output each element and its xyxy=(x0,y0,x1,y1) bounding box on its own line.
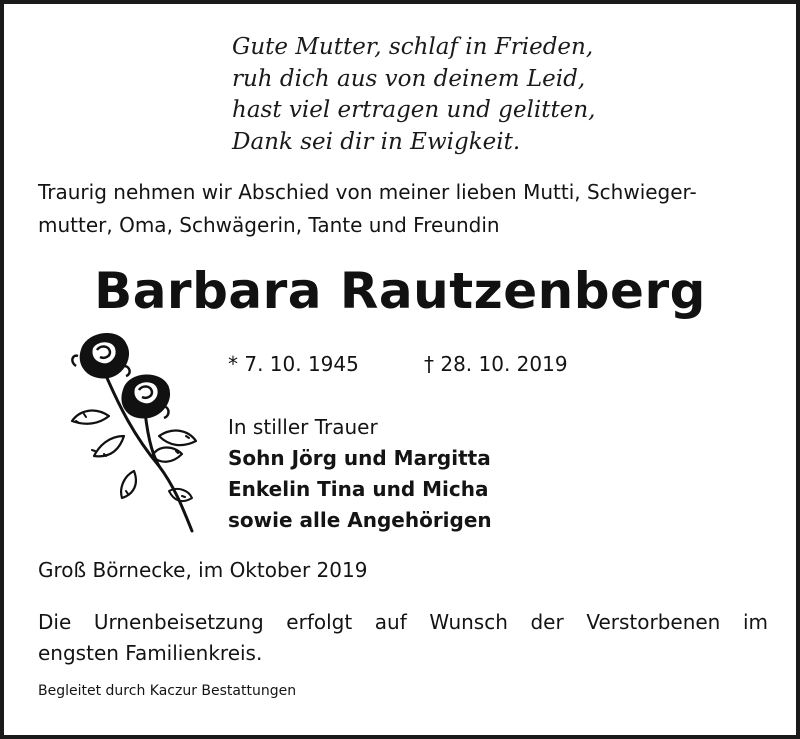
farewell-intro xyxy=(38,176,770,242)
urn-notice-line: Die Urnenbeisetzung erfolgt auf Wunsch der Verstorbenen im xyxy=(38,610,768,634)
urn-notice-line: engsten Familienkreis. xyxy=(38,641,263,665)
poem-line: Dank sei dir in Ewigkeit. xyxy=(232,128,521,155)
poem-line: Gute Mutter, schlaf in Frieden, xyxy=(232,34,594,60)
undertaker-credit: Begleitet durch Kaczur Bestattungen xyxy=(38,683,297,699)
roses-icon xyxy=(64,326,204,536)
death-date: † 28. 10. 2019 xyxy=(424,352,568,376)
intro-line: mutter, Oma, Schwägerin, Tante und Freundin xyxy=(38,213,500,237)
place-and-date: Groß Börnecke, im Oktober 2019 xyxy=(38,558,368,582)
mourners-block xyxy=(228,412,492,536)
life-dates xyxy=(228,348,568,380)
mourner-name: sowie alle Angehörigen xyxy=(228,508,492,532)
poem-line: hast viel ertragen und gelitten, xyxy=(232,97,596,123)
birth-date: * 7. 10. 1945 xyxy=(228,352,359,376)
mourning-heading: In stiller Trauer xyxy=(228,415,378,439)
urn-burial-notice xyxy=(38,607,768,669)
deceased-name: Barbara Rautzenberg xyxy=(94,262,706,320)
mourner-name: Enkelin Tina und Micha xyxy=(228,477,489,501)
intro-line: Traurig nehmen wir Abschied von meiner lieben Mutti, Schwieger- xyxy=(38,180,697,204)
memorial-poem xyxy=(232,32,595,158)
poem-line: ruh dich aus von deinem Leid, xyxy=(232,65,586,92)
mourner-name: Sohn Jörg und Margitta xyxy=(228,446,491,470)
